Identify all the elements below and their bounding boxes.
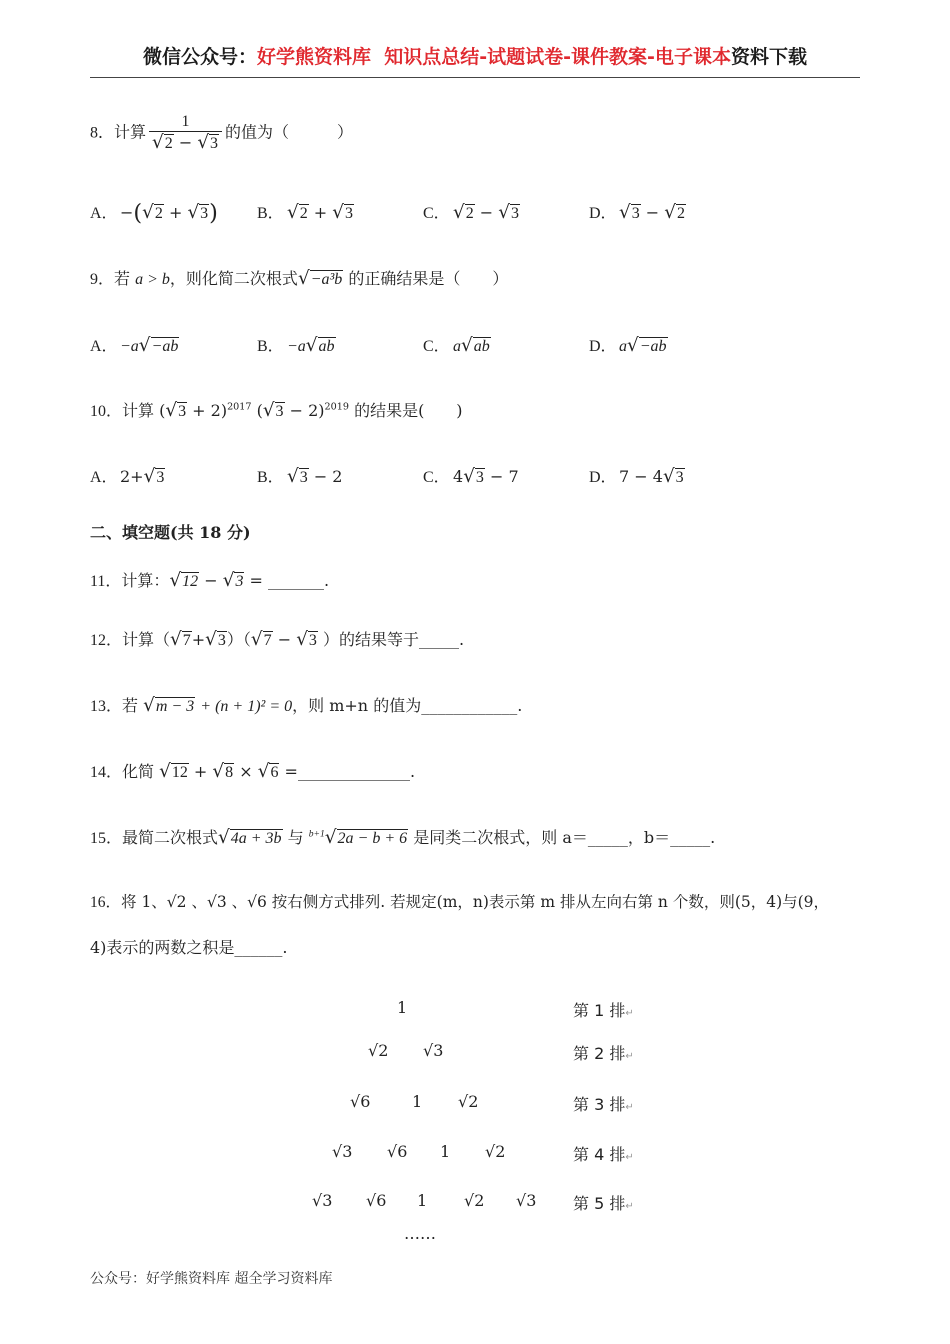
q9-d-rad: −ab bbox=[639, 338, 667, 355]
row-label-4: 第 4 排↵ bbox=[573, 1145, 634, 1164]
q8-number: 8． bbox=[90, 124, 115, 142]
q8-a-r2: 3 bbox=[200, 205, 209, 222]
tri-r4-c4: √2 bbox=[485, 1142, 506, 1161]
footer-text: 公众号：好学熊资料库 超全学习资料库 bbox=[90, 1271, 333, 1287]
q10-d-pre: 7 − 4 bbox=[619, 467, 663, 486]
question-16-cont bbox=[90, 935, 288, 958]
q8-d-r1: 3 bbox=[631, 205, 640, 222]
section-fill-in-title: 二、填空题(共 18 分) bbox=[90, 523, 251, 542]
q10-a-label: A． bbox=[90, 469, 118, 486]
q8-option-b: B． √2 + √3 bbox=[257, 202, 354, 223]
q8-b-r1: 2 bbox=[299, 205, 308, 222]
q12-r1: 7 bbox=[182, 632, 191, 649]
tri-r5-c1: √3 bbox=[312, 1191, 333, 1210]
q8-c-label: C． bbox=[423, 205, 450, 222]
q10-exp1: 2017 bbox=[227, 401, 252, 413]
q9-c-label: C． bbox=[423, 338, 450, 355]
tri-ellipsis: …… bbox=[404, 1224, 436, 1243]
q12-post: ）的结果等于_____. bbox=[323, 630, 465, 649]
tri-r5-c2: √6 bbox=[366, 1191, 387, 1210]
tri-r5-c5: √3 bbox=[516, 1191, 537, 1210]
q11-post: = _______. bbox=[249, 571, 330, 590]
q9-c-text: a bbox=[453, 338, 461, 355]
header-rule bbox=[90, 77, 860, 78]
row-label-1-text: 第 1 排 bbox=[573, 1001, 626, 1020]
q15-pre: 最简二次根式 bbox=[122, 828, 219, 847]
tri-r4-c3: 1 bbox=[440, 1142, 451, 1161]
q12-r3: 3 bbox=[308, 632, 317, 649]
q8-d-r2: 2 bbox=[677, 205, 686, 222]
q10-c-post: − 7 bbox=[490, 467, 519, 486]
q14-pre: 化简 bbox=[122, 762, 155, 781]
q11-r1: 12 bbox=[182, 573, 199, 590]
q14-r1: 12 bbox=[171, 764, 188, 781]
q10-c-pre: 4 bbox=[453, 467, 464, 486]
q8-a-label: A． bbox=[90, 205, 118, 222]
q9-option-d: D． a√−ab bbox=[589, 335, 667, 356]
question-15: 15．最简二次根式√4a + 3b 与 $^{b+1}$√2a − b + 6 是同类二次根式，则 a＝_____，b＝_____. bbox=[90, 827, 716, 848]
q9-b-label: B． bbox=[257, 338, 284, 355]
q11-pre: 计算： bbox=[121, 571, 170, 590]
q10-b-text: − 2 bbox=[313, 467, 343, 486]
q8-r1: 2 bbox=[164, 135, 173, 152]
q8-a-r1: 2 bbox=[154, 205, 163, 222]
tri-r1-c1: 1 bbox=[397, 998, 408, 1017]
tri-r4-c2: √6 bbox=[387, 1142, 408, 1161]
row-label-1: 第 1 排↵ bbox=[573, 1001, 634, 1020]
q10-number: 10． bbox=[90, 403, 123, 420]
tri-r2-c2: √3 bbox=[423, 1041, 444, 1060]
q9-b-text: −a bbox=[287, 338, 306, 355]
q9-condition: a > b bbox=[135, 271, 170, 288]
q9-d-text: a bbox=[619, 338, 627, 355]
question-10: 10．计算 $(√3 + 2)^{2017}$ $(√3 - 2)^{2019}$ 的结果是( ) bbox=[90, 400, 463, 421]
q10-b-label: B． bbox=[257, 469, 284, 486]
question-9: 9．若 a > b，则化简二次根式√−a³b 的正确结果是（ ） bbox=[90, 268, 509, 289]
q9-mid: ，则化简二次根式 bbox=[169, 269, 298, 288]
q12-pre: 计算（ bbox=[122, 630, 171, 649]
tri-r2-c1: √2 bbox=[368, 1041, 389, 1060]
tri-r3-c2: 1 bbox=[412, 1092, 423, 1111]
q9-option-c: C． a√ab bbox=[423, 335, 490, 356]
banner-suffix: 资料下载 bbox=[730, 46, 807, 68]
q10-pre: 计算 bbox=[122, 401, 155, 420]
q8-b-r2: 3 bbox=[345, 205, 354, 222]
q9-post: 的正确结果是（ ） bbox=[348, 269, 509, 288]
banner-topics: 知识点总结-试题试卷-课件教案-电子课本 bbox=[384, 46, 731, 68]
question-12: 12．计算（√7+√3）（√7 − √3 ）的结果等于_____. bbox=[90, 629, 465, 650]
q16-line2: 4)表示的两数之积是______. bbox=[90, 938, 288, 957]
question-13: 13．若 √m − 3 + (n + 1)² = 0，则 m+n 的值为____________. bbox=[90, 695, 523, 716]
q15-number: 15． bbox=[90, 830, 123, 847]
q10-a-text: 2+ bbox=[120, 467, 144, 486]
q8-option-d: D． √3 − √2 bbox=[589, 202, 686, 223]
q13-radicand: m − 3 bbox=[155, 698, 195, 715]
q9-a-text: −a bbox=[120, 338, 139, 355]
row-label-3-text: 第 3 排 bbox=[573, 1095, 626, 1114]
q13-number: 13． bbox=[90, 698, 123, 715]
q9-radicand: −a³b bbox=[310, 271, 343, 288]
q10-exp2: 2019 bbox=[324, 401, 349, 413]
question-16 bbox=[90, 890, 829, 912]
q11-number: 11． bbox=[90, 573, 122, 590]
question-11: 11．计算：√12 − √3 = _______. bbox=[90, 570, 330, 591]
q9-b-rad: ab bbox=[318, 338, 335, 355]
q8-option-a: A． −(√2 + √3) bbox=[90, 200, 218, 226]
tri-r5-c4: √2 bbox=[464, 1191, 485, 1210]
q16-number: 16． bbox=[90, 894, 122, 911]
q9-d-label: D． bbox=[589, 338, 617, 355]
q11-r2: 3 bbox=[235, 573, 244, 590]
q9-c-rad: ab bbox=[473, 338, 490, 355]
q9-a-rad: −ab bbox=[151, 338, 179, 355]
q13-pre: 若 bbox=[122, 696, 139, 715]
q14-r3: 6 bbox=[270, 764, 279, 781]
q12-r2: 7 bbox=[263, 632, 272, 649]
q16-line1: 将 1、√2 、√3 、√6 按右侧方式排列. 若规定(m，n)表示第 m 排从左向右第 n 个数，则(5，4)与(9， bbox=[121, 893, 830, 911]
q9-number: 9． bbox=[90, 271, 115, 288]
q8-b-label: B． bbox=[257, 205, 284, 222]
q15-rad1: 4a + 3b bbox=[230, 830, 282, 847]
tri-r4-c1: √3 bbox=[332, 1142, 353, 1161]
q14-post: =______________. bbox=[284, 762, 416, 781]
tri-r3-c3: √2 bbox=[458, 1092, 479, 1111]
row-label-5: 第 5 排↵ bbox=[573, 1194, 634, 1213]
tri-r5-c3: 1 bbox=[417, 1191, 428, 1210]
q14-r2: 8 bbox=[225, 764, 234, 781]
q10-post: 的结果是( ) bbox=[354, 401, 463, 420]
q10-d-label: D． bbox=[589, 469, 617, 486]
question-14: 14．化简 √12 + √8 × √6 =______________. bbox=[90, 761, 416, 782]
row-label-2: 第 2 排↵ bbox=[573, 1044, 634, 1063]
q14-number: 14． bbox=[90, 764, 123, 781]
q10-option-b: B． √3 − 2 bbox=[257, 466, 343, 487]
q15-post: 是同类二次根式，则 a＝_____，b＝_____. bbox=[413, 828, 716, 847]
banner-account: 好学熊资料库 bbox=[257, 46, 372, 68]
q8-pre: 计算 bbox=[114, 122, 147, 142]
q10-c-label: C． bbox=[423, 469, 450, 486]
q9-option-a: A． −a√−ab bbox=[90, 335, 179, 356]
row-label-4-text: 第 4 排 bbox=[573, 1145, 626, 1164]
tri-r3-c1: √6 bbox=[350, 1092, 371, 1111]
q15-rad2: 2a − b + 6 bbox=[337, 830, 408, 847]
row-label-2-text: 第 2 排 bbox=[573, 1044, 626, 1063]
q13-mid: + (n + 1)² = 0 bbox=[200, 698, 293, 715]
q8-c-r2: 3 bbox=[511, 205, 520, 222]
q13-post: ，则 m+n 的值为____________. bbox=[292, 696, 523, 715]
q9-a-label: A． bbox=[90, 338, 118, 355]
q9-option-b: B． −a√ab bbox=[257, 335, 335, 356]
q8-d-label: D． bbox=[589, 205, 617, 222]
q8-c-r1: 2 bbox=[465, 205, 474, 222]
q15-mid: 与 bbox=[287, 828, 304, 847]
row-label-5-text: 第 5 排 bbox=[573, 1194, 626, 1213]
q12-number: 12． bbox=[90, 632, 123, 649]
q15-index: b+1 bbox=[308, 828, 325, 840]
question-8 bbox=[90, 113, 353, 153]
q8-numerator: 1 bbox=[149, 113, 222, 132]
q10-option-c: C． 4√3 − 7 bbox=[423, 466, 519, 487]
q8-r2: 3 bbox=[210, 135, 219, 152]
q10-option-a: A． 2+√3 bbox=[90, 466, 165, 487]
q8-fraction: $\frac{1}{√2 - √3}$ bbox=[149, 113, 222, 153]
q9-pre: 若 bbox=[114, 269, 131, 288]
header-banner bbox=[90, 40, 860, 74]
q8-option-c: C． √2 − √3 bbox=[423, 202, 520, 223]
banner-prefix: 微信公众号： bbox=[143, 46, 258, 68]
q8-post: 的值为（ ） bbox=[225, 122, 354, 142]
row-label-3: 第 3 排↵ bbox=[573, 1095, 634, 1114]
q10-option-d: D． 7 − 4√3 bbox=[589, 466, 684, 487]
